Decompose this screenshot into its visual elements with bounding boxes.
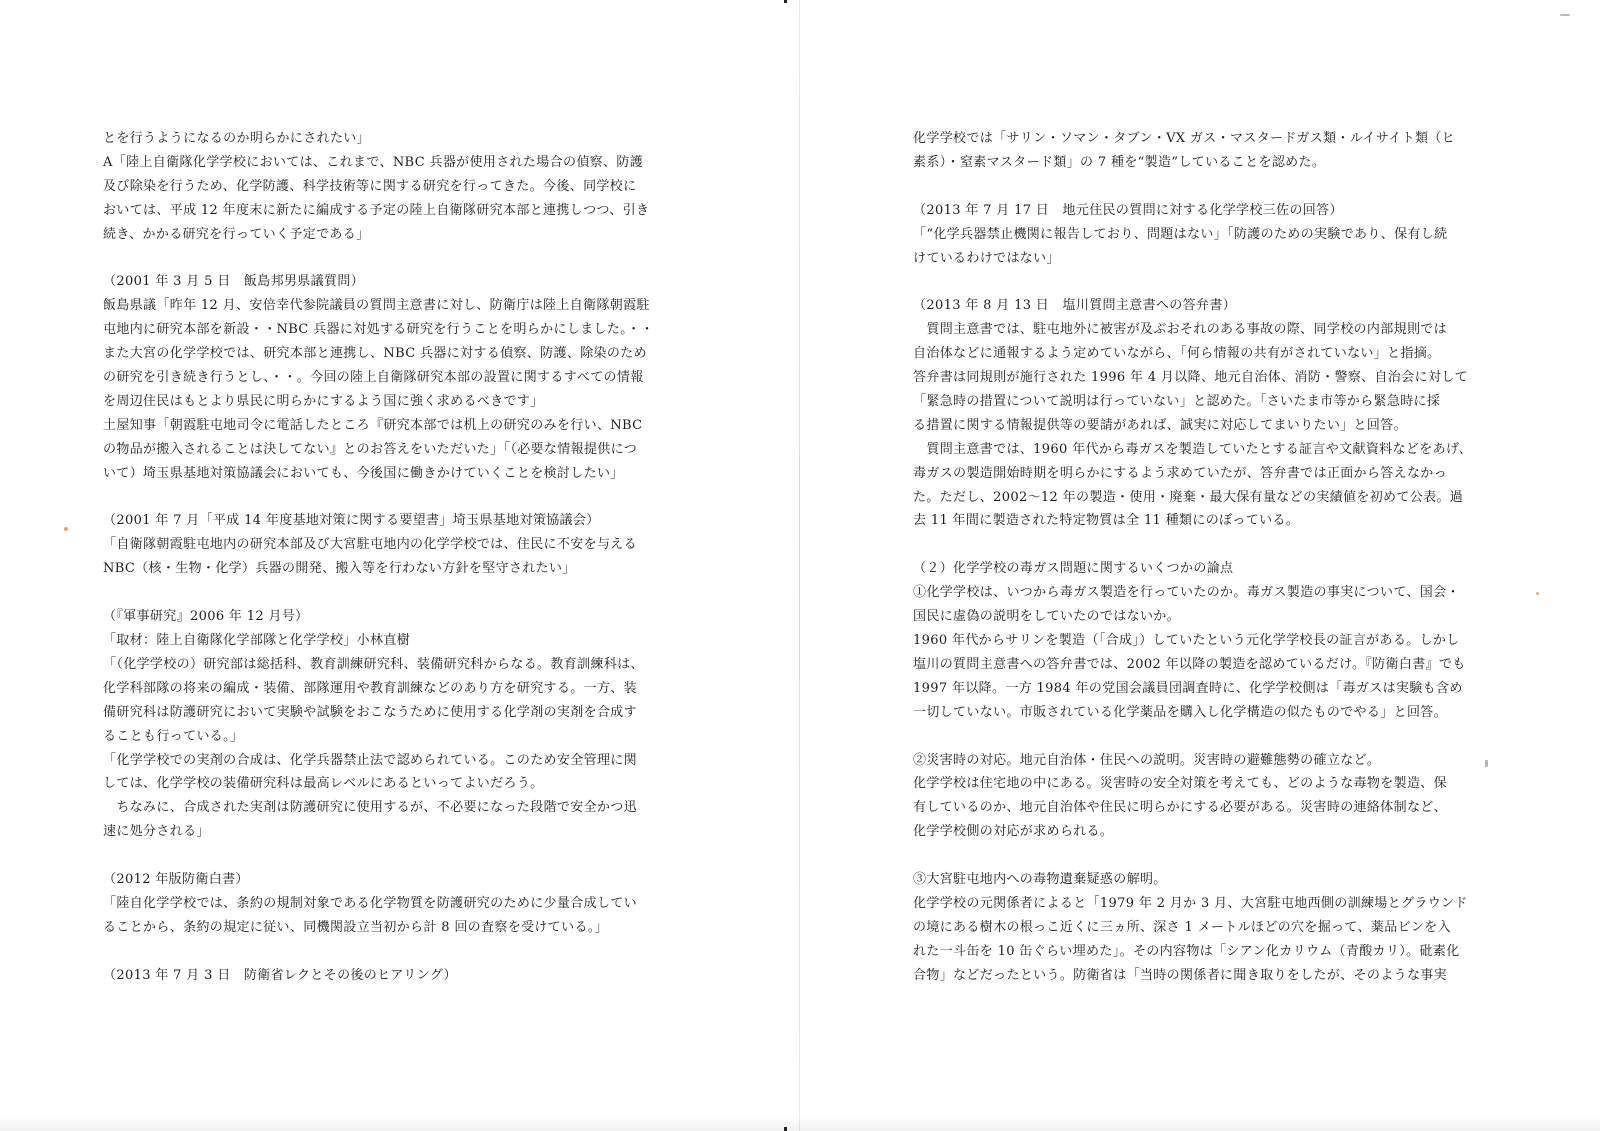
text-block: A「陸上自衛隊化学学校においては、これまで、NBC 兵器が使用された場合の偵察、防護 及び除染を行うため、化学防護、科学技術等に関する研究を行ってきた。今後、同学校に おいては、平成 12 年度末に新たに編成する予定の陸上自衛隊研究本部と連携しつつ、引き 続き、かかる研究を行っていく予定である」 [103,154,650,242]
text-block: 「陸自化学学校では、条約の規制対象である化学物質を防護研究のために少量合成してい ることから、条約の規定に従い、同機関設立当初から計 8 回の査察を受けている。」 [103,895,638,935]
scan-speck [1560,14,1570,16]
paragraph-gap [103,581,683,605]
text-block: 「化学学校での実剤の合成は、化学兵器禁止法で認められている。このため安全管理に関 しては、化学学校の装備研究科は最高レベルにあるといってよいだろう。 ちなみに、合成された実剤は防護研究に使用するが、不必要になった段階で安全かつ迅 速に処分される」 [103,752,638,840]
paragraph-gap [913,533,1495,557]
scan-speck [1536,592,1539,595]
paragraph-gap [103,486,683,510]
text-block: 質問主意書では、1960 年代から毒ガスを製造していたとする証言や文献資料などをあげ、 毒ガスの製造開始時期を明らかにするよう求めていたが、答弁書では正面から答えなかっ た。ただし、2002～12 年の製造・使用・廃棄・最大保有量などの実績値を初めて公表。過 去 11 年間に製造された特定物質は全 11 種類にのぼっている。 [913,441,1473,529]
section-heading: （2013 年 8 月 13 日 塩川質問主意書への答弁書） [913,298,1237,314]
text-block: 化学学校は住宅地の中にある。災害時の安全対策を考えても、どのような毒物を製造、保 有しているのか、地元自治体や住民に明らかにする必要がある。災害時の連絡体制など、 化学学校側の対応が求められる。 [913,776,1448,840]
text-block: 「（化学学校の）研究部は総括科、教育訓練研究科、装備研究科からなる。教育訓練科は、 化学科部隊の将来の編成・装備、部隊運用や教育訓練などのあり方を研究する。一方、装 備研究科は防護研究において実験や試験をおこなうために使用する化学剤の実剤を合成す ることも行っている。」 [103,656,644,744]
text-block: とを行うようになるのか明らかにされたい」 [103,131,371,146]
section-heading: ②災害時の対応。地元自治体・住民への説明。災害時の避難態勢の確立など。 [913,752,1381,768]
text-block: 「取材：陸上自衛隊化学部隊と化学学校」小林直樹 [103,632,411,648]
text-block: 「“化学兵器禁止機関に報告しており、問題はない」「防護のための実験であり、保有し続 けているわけではない」 [913,226,1448,266]
scan-speck [64,527,68,531]
section-heading: （2012 年版防衛白書） [103,872,249,888]
paragraph-gap [103,844,683,868]
section-heading: ③大宮駐屯地内への毒物遺棄疑惑の解明。 [913,872,1167,888]
paragraph-gap [103,940,683,964]
scan-speck [784,0,787,3]
scan-speck [1485,760,1488,767]
text-block: 「自衛隊朝霞駐屯地内の研究本部及び大宮駐屯地内の化学学校では、住民に不安を与える NBC（核・生物・化学）兵器の開発、搬入等を行わない方針を堅守されたい」 [103,537,638,577]
text-block: 土屋知事「朝霞駐屯地司令に電話したところ『研究本部では机上の研究のみを行い、NBC の物品が搬入されることは決してない』とのお答えをいただいた」「（必要な情報提供につ いて）埼玉県基地対策協議会においても、今後国に働きかけていくことを検討したい」 [103,417,643,481]
text-block: ①化学学校は、いつから毒ガス製造を行っていたのか。毒ガス製造の事実について、国会・ 国民に虚偽の説明をしていたのではないか。 [913,585,1460,625]
section-heading: （2013 年 7 月 3 日 防衛省レクとその後のヒアリング） [103,967,457,983]
text-block: 化学学校の元関係者によると「1979 年 2 月か 3 月、大宮駐屯地西側の訓練場とグラウンド の境にある樹木の根っこ近くに三ヵ所、深さ 1 メートルほどの穴を掘って、薬品ビンを入 れた一斗缶を 10 缶ぐらい埋めた」。その内容物は「シアン化カリウム（青酸カリ）。砒素化 合物」などだったという。防衛省は「当時の関係者に聞き取りをしたが、そのような事実 [913,895,1468,983]
text-block: 質問主意書では、駐屯地外に被害が及ぶおそれのある事故の際、同学校の内部規則では 自治体などに通報するよう定めていながら、「何ら情報の共有がされていない」と指摘。 答弁書は同規則が施行された 1996 年 4 月以降、地元自治体、消防・警察、自治会に対して 「緊急時の措置について説明は行っていない」と認めた。「さいたま市等から緊急時に採 る措置に関する情報提供等の要請があれば、誠実に対応してまいりたい」と回答。 [913,322,1468,433]
section-heading: （2001 年 7 月「平成 14 年度基地対策に関する要望書」埼玉県基地対策協議会） [103,513,600,529]
text-block: 1960 年代からサリンを製造（「合成」）していたという元化学学校長の証言がある。しかし 塩川の質問主意書への答弁書では、2002 年以降の製造を認めているだけ。『防衛白書』でも 1997 年以降。一方 1984 年の党国会議員団調査時に、化学学校側は「毒ガスは実験も含め 一切していない。市販されている化学薬品を購入し化学構造の似たものでやる」と回答。 [913,632,1466,720]
paragraph-gap [103,247,683,271]
paragraph-gap [913,270,1495,294]
section-heading: （2013 年 7 月 17 日 地元住民の質問に対する化学学校三佐の回答） [913,202,1343,218]
scan-edge-shadow [0,1117,1600,1131]
left-page-text [103,127,683,988]
section-heading: （２）化学学校の毒ガス問題に関するいくつかの論点 [913,561,1234,577]
right-page [800,0,1600,1131]
paragraph-gap [913,844,1495,868]
section-heading: （2001 年 3 月 5 日 飯島邦男県議質問） [103,274,365,290]
paragraph-gap [913,175,1495,199]
section-heading: （『軍事研究』2006 年 12 月号） [103,609,309,625]
text-block: 化学学校では「サリン・ソマン・タブン・VX ガス・マスタードガス類・ルイサイト類（ヒ 素系）・窒素マスタード類」の 7 種を“製造”していることを認めた。 [913,131,1456,170]
text-block: 飯島県議「昨年 12 月、安倍幸代参院議員の質問主意書に対し、防衛庁は陸上自衛隊朝霞駐 屯地内に研究本部を新設・・NBC 兵器に対処する研究を行うことを明らかにしました。・・ また大宮の化学学校では、研究本部と連携し、NBC 兵器に対する偵察、防護、除染のため の研究を引き続き行うとし、・・。今回の陸上自衛隊研究本部の設置に関するすべての情報 を周辺住民はもとより県民に明らかにするよう国に強く求めるべきです」 [103,298,654,409]
right-page-text [913,127,1495,988]
paragraph-gap [913,725,1495,749]
